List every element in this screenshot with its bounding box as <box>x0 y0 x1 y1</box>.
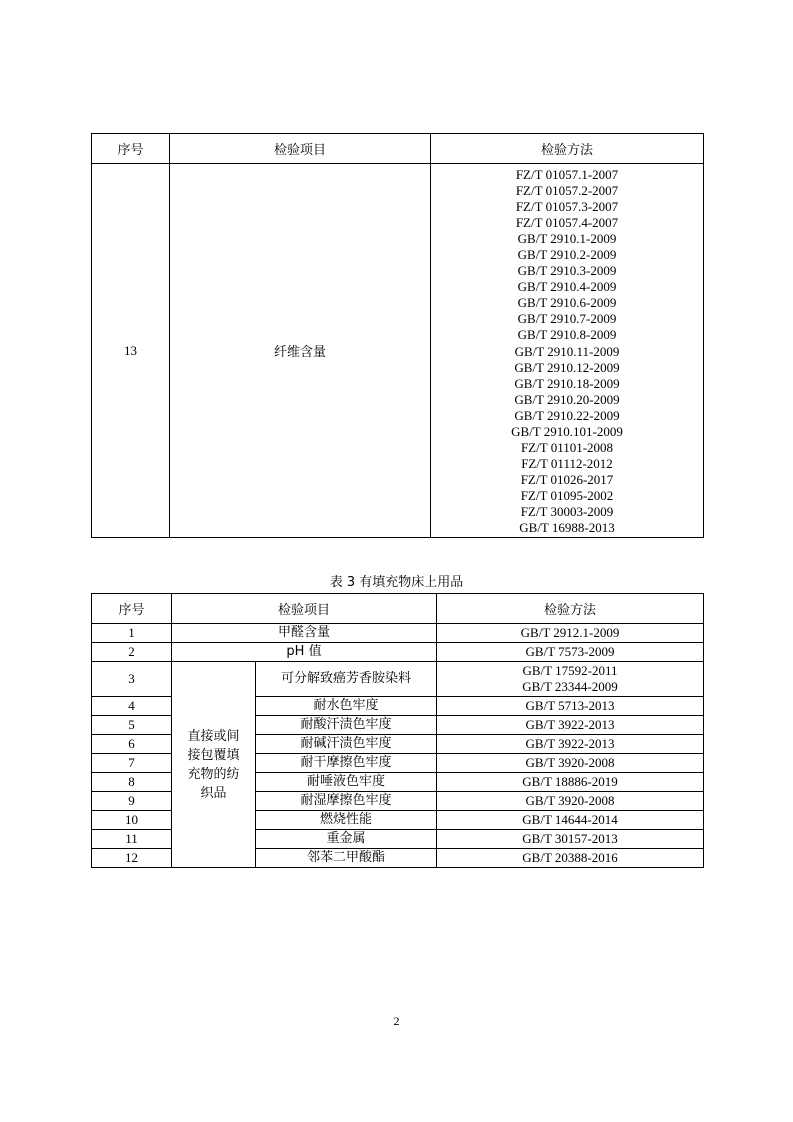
row-methods <box>431 164 704 538</box>
method-line: FZ/T 01057.1-2007 <box>515 167 619 182</box>
group-label-line: 直接或间 <box>187 728 240 744</box>
table-header-row <box>92 134 704 164</box>
method-line: GB/T 2910.18-2009 <box>514 375 620 391</box>
row-seq: 3 <box>92 662 172 697</box>
row-method: GB/T 14644-2014 <box>437 811 704 830</box>
row-method: GB/T 2912.1-2009 <box>437 624 704 643</box>
row-seq: 7 <box>92 754 172 773</box>
row-seq: 11 <box>92 830 172 849</box>
method-line: GB/T 2910.8-2009 <box>517 327 617 343</box>
row-item: 耐酸汗渍色牢度 <box>256 716 437 735</box>
method-line: GB/T 2910.1-2009 <box>517 231 617 247</box>
row-method: GB/T 20388-2016 <box>437 849 704 868</box>
row-item: 耐碱汗渍色牢度 <box>256 735 437 754</box>
bedding-test-table <box>91 593 704 868</box>
method-line: FZ/T 01057.2-2007 <box>515 183 619 199</box>
method-line: GB/T 17592-2011 <box>522 663 618 678</box>
group-label-line: 织品 <box>200 785 227 801</box>
row-method: GB/T 5713-2013 <box>437 697 704 716</box>
group-label-line: 充物的纺 <box>187 766 240 782</box>
row-seq: 13 <box>92 164 170 538</box>
method-line: GB/T 23344-2009 <box>522 679 618 694</box>
fiber-content-table <box>91 133 704 538</box>
method-line: FZ/T 01101-2008 <box>520 439 614 455</box>
table-caption: 表 3 有填充物床上用品 <box>329 575 464 590</box>
header-method: 检验方法 <box>437 594 704 624</box>
row-item: 纤维含量 <box>170 164 431 538</box>
row-seq: 2 <box>92 643 172 662</box>
method-line: FZ/T 01112-2012 <box>521 455 613 471</box>
row-method: GB/T 7573-2009 <box>437 643 704 662</box>
row-item: 重金属 <box>256 830 437 849</box>
method-line: GB/T 2910.20-2009 <box>514 391 620 407</box>
table-row <box>92 662 704 697</box>
row-item: 耐唾液色牢度 <box>256 773 437 792</box>
method-line: FZ/T 30003-2009 <box>520 503 614 519</box>
row-method: GB/T 3922-2013 <box>437 716 704 735</box>
method-line: GB/T 2910.22-2009 <box>514 407 620 423</box>
header-item: 检验项目 <box>170 134 431 164</box>
method-line: GB/T 2910.2-2009 <box>517 247 617 263</box>
header-seq: 序号 <box>92 134 170 164</box>
row-method: GB/T 3920-2008 <box>437 792 704 811</box>
method-line: GB/T 2910.11-2009 <box>514 343 620 359</box>
method-line: GB/T 2910.3-2009 <box>517 263 617 279</box>
header-item: 检验项目 <box>172 594 437 624</box>
table-header-row <box>92 594 704 624</box>
method-line: FZ/T 01026-2017 <box>520 471 614 487</box>
header-method: 检验方法 <box>431 134 704 164</box>
group-label-cell <box>172 662 256 868</box>
row-seq: 10 <box>92 811 172 830</box>
table-row <box>92 164 704 538</box>
row-item: 耐湿摩擦色牢度 <box>256 792 437 811</box>
row-method: GB/T 18886-2019 <box>437 773 704 792</box>
row-seq: 12 <box>92 849 172 868</box>
row-method: GB/T 3922-2013 <box>437 735 704 754</box>
method-line: GB/T 2910.6-2009 <box>517 295 617 311</box>
row-item: 耐干摩擦色牢度 <box>256 754 437 773</box>
row-method: GB/T 3920-2008 <box>437 754 704 773</box>
row-seq: 5 <box>92 716 172 735</box>
row-item: 燃烧性能 <box>256 811 437 830</box>
method-line: GB/T 2910.4-2009 <box>517 279 617 295</box>
method-line: FZ/T 01095-2002 <box>520 487 614 503</box>
row-item: 甲醛含量 <box>172 624 437 643</box>
method-line: GB/T 2910.12-2009 <box>514 359 620 375</box>
row-seq: 6 <box>92 735 172 754</box>
row-seq: 8 <box>92 773 172 792</box>
row-seq: 4 <box>92 697 172 716</box>
row-item: pH 值 <box>172 643 437 662</box>
table-row <box>92 624 704 643</box>
row-method: GB/T 30157-2013 <box>437 830 704 849</box>
method-line: GB/T 2910.7-2009 <box>517 311 617 327</box>
row-seq: 1 <box>92 624 172 643</box>
page-number: 2 <box>393 1014 400 1028</box>
row-item: 可分解致癌芳香胺染料 <box>256 662 437 697</box>
group-label-line: 接包覆填 <box>187 747 240 763</box>
method-line: GB/T 16988-2013 <box>519 520 615 536</box>
row-item: 邻苯二甲酸酯 <box>256 849 437 868</box>
row-method <box>437 662 704 697</box>
table-row <box>92 643 704 662</box>
row-seq: 9 <box>92 792 172 811</box>
row-item: 耐水色牢度 <box>256 697 437 716</box>
method-line: FZ/T 01057.3-2007 <box>515 199 619 215</box>
method-line: GB/T 2910.101-2009 <box>511 423 623 439</box>
method-line: FZ/T 01057.4-2007 <box>515 215 619 231</box>
header-seq: 序号 <box>92 594 172 624</box>
